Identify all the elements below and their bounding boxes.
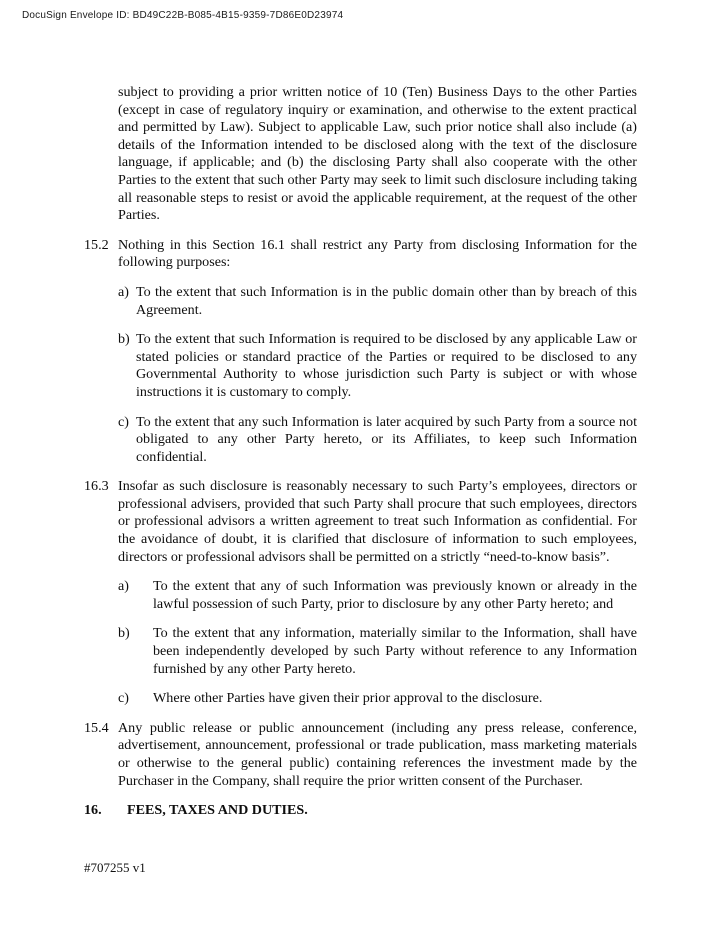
item-text: To the extent that such Information is in the public domain other than by breach of this Agreement. — [136, 283, 637, 318]
list-item — [118, 331, 637, 401]
clause-text: Any public release or public announcement (including any press release, conference, advertisement, announcement, professional or trade publication, mass marketing materials or otherwise to the general public) containing references the investment made by the Purchaser in the Company, shall require the prior written consent of the Purchaser. — [118, 719, 637, 789]
item-text: To the extent that any of such Information was previously known or already in the lawful possession of such Party, prior to disclosure by any other Party hereto; and — [153, 578, 637, 612]
footer-doc-ref: #707255 v1 — [84, 860, 146, 875]
list-item — [118, 625, 637, 678]
clause-number: 16.3 — [84, 478, 109, 495]
clause-15-4 — [84, 720, 637, 790]
list-item — [118, 690, 637, 708]
docusign-envelope-id: DocuSign Envelope ID: BD49C22B-B085-4B15-9359-7D86E0D23974 — [22, 10, 344, 21]
clause-text: Insofar as such disclosure is reasonably necessary to such Party’s employees, directors or professional advisers, provided that such Party shall procure that such employees, directors or professional advisors a written agreement to treat such Information as confidential. For the avoidance of doubt, it is clarified that disclosure of information to such employees, directors or professional advisors shall be permitted on a strictly “need-to-know basis”. — [118, 478, 637, 565]
item-marker: c) — [118, 413, 129, 430]
clause-number: 15.2 — [84, 236, 109, 253]
list-item — [118, 578, 637, 613]
item-marker: b) — [118, 331, 130, 348]
section-heading-text: FEES, TAXES AND DUTIES. — [127, 802, 308, 819]
clause-16-3 — [84, 478, 637, 566]
item-marker: a) — [118, 578, 129, 595]
item-marker: c) — [118, 690, 129, 707]
item-text: To the extent that any such Information is later acquired by such Party from a source not obligated to any other Party hereto, or its Affiliates, to keep such Information confidential. — [136, 413, 637, 465]
intro-paragraph: subject to providing a prior written notice of 10 (Ten) Business Days to the other Parties (except in case of regulatory inquiry or examination, and otherwise to the extent practical and permitted by Law). Subject to applicable Law, such prior notice shall also include (a) details of the Information intended to be disclosed along with the text of the disclosure language, if applicable; and (b) the disclosing Party shall also cooperate with the other Parties to the extent that such other Party may seek to limit such disclosure including taking all reasonable steps to resist or avoid the applicable requirement, at the request of the other Parties. — [118, 84, 637, 224]
item-text: To the extent that such Information is required to be disclosed by any applicable Law or stated policies or standard practice of the Parties or required to be disclosed to any Governmental Authority to whose jurisdiction such Party is subject or with whose instructions it is customary to comply. — [136, 331, 637, 400]
list-item — [118, 414, 637, 467]
clause-text: Nothing in this Section 16.1 shall restrict any Party from disclosing Information for the following purposes: — [118, 236, 637, 271]
list-item — [118, 284, 637, 319]
item-text: To the extent that any information, materially similar to the Information, shall have been independently developed by such Party without reference to any Information furnished by any other Party hereto. — [153, 625, 637, 677]
section-heading-16 — [84, 802, 637, 820]
item-text: Where other Parties have given their prior approval to the disclosure. — [153, 690, 543, 707]
section-number: 16. — [84, 802, 102, 819]
clause-15-2 — [84, 237, 637, 272]
document-content — [84, 84, 637, 820]
item-marker: b) — [118, 625, 130, 642]
clause-number: 15.4 — [84, 719, 109, 736]
item-marker: a) — [118, 283, 129, 300]
